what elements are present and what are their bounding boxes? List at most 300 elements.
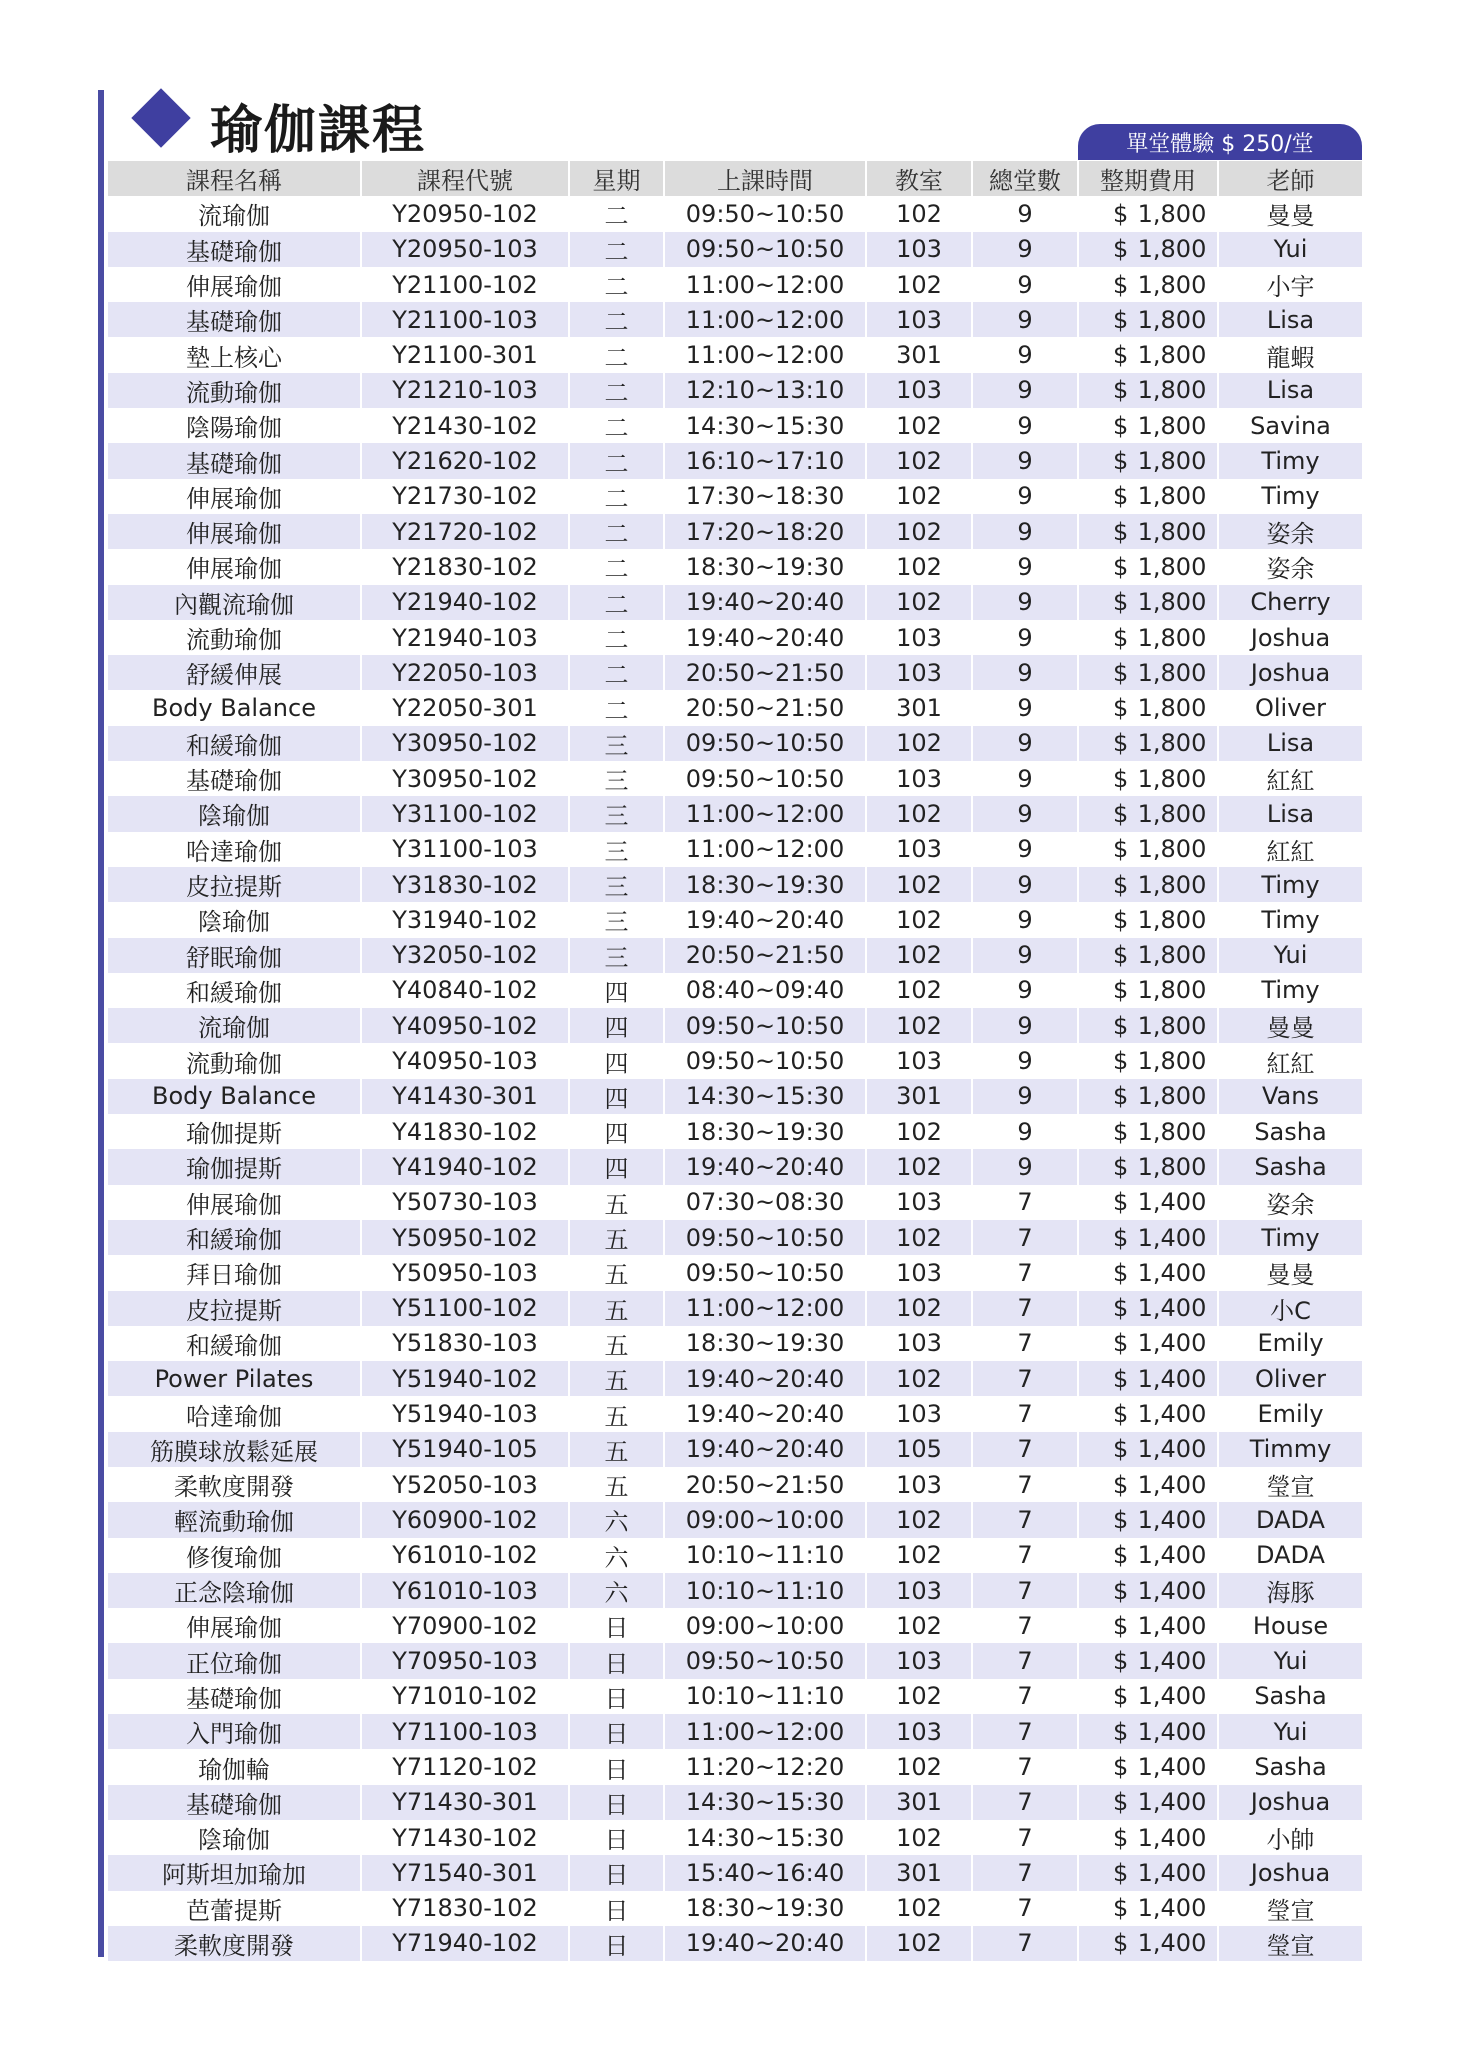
classroom-cell: 102 <box>867 267 973 302</box>
classroom-cell: 102 <box>867 1114 973 1149</box>
total-sessions-cell: 9 <box>973 761 1079 796</box>
total-sessions-cell: 7 <box>973 1785 1079 1820</box>
total-sessions-cell: 9 <box>973 267 1079 302</box>
course-code-cell: Y30950-102 <box>362 726 570 761</box>
class-time-cell: 14:30~15:30 <box>665 1079 867 1114</box>
course-name-cell: 伸展瑜伽 <box>108 514 362 549</box>
weekday-cell: 六 <box>570 1538 665 1573</box>
currency-symbol: $ <box>1113 764 1129 793</box>
classroom-cell: 103 <box>867 1326 973 1361</box>
weekday-cell: 二 <box>570 267 665 302</box>
classroom-cell: 102 <box>867 443 973 478</box>
classroom-cell: 102 <box>867 1608 973 1643</box>
fee-amount: 1,800 <box>1137 376 1207 405</box>
weekday-cell: 二 <box>570 549 665 584</box>
classroom-cell: 301 <box>867 1079 973 1114</box>
weekday-cell: 五 <box>570 1396 665 1431</box>
teacher-cell: 小帥 <box>1219 1820 1362 1855</box>
table-row <box>108 337 1362 372</box>
course-name-cell: Body Balance <box>108 1079 362 1114</box>
course-code-cell: Y31100-102 <box>362 796 570 831</box>
teacher-cell: Sasha <box>1219 1679 1362 1714</box>
total-sessions-cell: 7 <box>973 1608 1079 1643</box>
class-time-cell: 09:50~10:50 <box>665 1643 867 1678</box>
fee-amount: 1,800 <box>1137 1047 1207 1076</box>
table-row <box>108 1643 1362 1678</box>
course-code-cell: Y61010-103 <box>362 1573 570 1608</box>
fee-amount: 1,400 <box>1137 1576 1207 1605</box>
header-class-time: 上課時間 <box>665 161 867 196</box>
table-row <box>108 1149 1362 1184</box>
course-name-cell: 入門瑜伽 <box>108 1714 362 1749</box>
teacher-cell: Lisa <box>1219 726 1362 761</box>
class-time-cell: 11:00~12:00 <box>665 337 867 372</box>
course-name-cell: 伸展瑜伽 <box>108 479 362 514</box>
weekday-cell: 五 <box>570 1361 665 1396</box>
class-time-cell: 18:30~19:30 <box>665 1114 867 1149</box>
course-name-cell: 基礎瑜伽 <box>108 232 362 267</box>
total-sessions-cell: 7 <box>973 1432 1079 1467</box>
term-fee-cell <box>1079 1785 1219 1820</box>
term-fee-cell <box>1079 1326 1219 1361</box>
classroom-cell: 102 <box>867 1149 973 1184</box>
fee-amount: 1,400 <box>1137 1505 1207 1534</box>
weekday-cell: 四 <box>570 1149 665 1184</box>
total-sessions-cell: 7 <box>973 1679 1079 1714</box>
class-time-cell: 08:40~09:40 <box>665 973 867 1008</box>
currency-symbol: $ <box>1113 1470 1129 1499</box>
teacher-cell: Emily <box>1219 1326 1362 1361</box>
course-name-cell: 輕流動瑜伽 <box>108 1502 362 1537</box>
class-time-cell: 11:00~12:00 <box>665 1714 867 1749</box>
table-row <box>108 1679 1362 1714</box>
weekday-cell: 二 <box>570 196 665 231</box>
currency-symbol: $ <box>1113 1858 1129 1887</box>
teacher-cell: Sasha <box>1219 1149 1362 1184</box>
currency-symbol: $ <box>1113 1576 1129 1605</box>
currency-symbol: $ <box>1113 941 1129 970</box>
teacher-cell: 紅紅 <box>1219 1043 1362 1078</box>
header-teacher: 老師 <box>1219 161 1362 196</box>
teacher-cell: 龍蝦 <box>1219 337 1362 372</box>
header-weekday: 星期 <box>570 161 665 196</box>
term-fee-cell <box>1079 796 1219 831</box>
class-time-cell: 20:50~21:50 <box>665 690 867 725</box>
fee-amount: 1,400 <box>1137 1753 1207 1781</box>
fee-amount: 1,800 <box>1137 235 1207 264</box>
total-sessions-cell: 9 <box>973 196 1079 231</box>
fee-amount: 1,800 <box>1137 482 1207 511</box>
currency-symbol: $ <box>1113 1505 1129 1534</box>
course-code-cell: Y51940-102 <box>362 1361 570 1396</box>
weekday-cell: 二 <box>570 302 665 337</box>
currency-symbol: $ <box>1113 1329 1129 1358</box>
fee-amount: 1,400 <box>1137 1364 1207 1393</box>
classroom-cell: 102 <box>867 1538 973 1573</box>
course-table <box>108 161 1362 1961</box>
teacher-cell: Timy <box>1219 479 1362 514</box>
weekday-cell: 二 <box>570 620 665 655</box>
course-name-cell: 哈達瑜伽 <box>108 1396 362 1431</box>
teacher-cell: Sasha <box>1219 1114 1362 1149</box>
course-code-cell: Y21430-102 <box>362 408 570 443</box>
course-name-cell: 芭蕾提斯 <box>108 1891 362 1926</box>
course-name-cell: 和緩瑜伽 <box>108 973 362 1008</box>
currency-symbol: $ <box>1113 1717 1129 1746</box>
term-fee-cell <box>1079 761 1219 796</box>
fee-amount: 1,800 <box>1137 447 1207 476</box>
total-sessions-cell: 7 <box>973 1220 1079 1255</box>
class-time-cell: 11:00~12:00 <box>665 267 867 302</box>
table-row <box>108 1396 1362 1431</box>
term-fee-cell <box>1079 1573 1219 1608</box>
classroom-cell: 102 <box>867 902 973 937</box>
classroom-cell: 102 <box>867 549 973 584</box>
teacher-cell: Joshua <box>1219 1855 1362 1890</box>
term-fee-cell <box>1079 1608 1219 1643</box>
currency-symbol: $ <box>1113 588 1129 617</box>
class-time-cell: 09:50~10:50 <box>665 1220 867 1255</box>
course-code-cell: Y21940-102 <box>362 585 570 620</box>
term-fee-cell <box>1079 832 1219 867</box>
course-code-cell: Y31830-102 <box>362 867 570 902</box>
currency-symbol: $ <box>1113 1294 1129 1323</box>
table-row <box>108 1573 1362 1608</box>
total-sessions-cell: 7 <box>973 1573 1079 1608</box>
teacher-cell: 瑩宣 <box>1219 1467 1362 1502</box>
currency-symbol: $ <box>1113 376 1129 405</box>
weekday-cell: 二 <box>570 585 665 620</box>
course-rows <box>108 196 1362 1961</box>
table-row <box>108 973 1362 1008</box>
course-code-cell: Y22050-301 <box>362 690 570 725</box>
table-row <box>108 1502 1362 1537</box>
currency-symbol: $ <box>1113 905 1129 934</box>
weekday-cell: 日 <box>570 1714 665 1749</box>
currency-symbol: $ <box>1113 482 1129 511</box>
term-fee-cell <box>1079 1291 1219 1326</box>
class-time-cell: 09:00~10:00 <box>665 1502 867 1537</box>
currency-symbol: $ <box>1113 623 1129 652</box>
table-row <box>108 1291 1362 1326</box>
course-name-cell: 正位瑜伽 <box>108 1643 362 1678</box>
course-name-cell: 筋膜球放鬆延展 <box>108 1432 362 1467</box>
course-name-cell: 基礎瑜伽 <box>108 1785 362 1820</box>
fee-amount: 1,800 <box>1137 623 1207 652</box>
classroom-cell: 102 <box>867 1820 973 1855</box>
currency-symbol: $ <box>1113 1152 1129 1181</box>
classroom-cell: 102 <box>867 1679 973 1714</box>
currency-symbol: $ <box>1113 1364 1129 1393</box>
course-code-cell: Y22050-103 <box>362 655 570 690</box>
classroom-cell: 103 <box>867 1185 973 1220</box>
course-code-cell: Y71010-102 <box>362 1679 570 1714</box>
class-time-cell: 11:00~12:00 <box>665 1291 867 1326</box>
classroom-cell: 103 <box>867 1643 973 1678</box>
left-accent-bar <box>98 90 104 1957</box>
course-code-cell: Y51940-105 <box>362 1432 570 1467</box>
classroom-cell: 103 <box>867 232 973 267</box>
table-row <box>108 726 1362 761</box>
table-row <box>108 761 1362 796</box>
course-name-cell: 伸展瑜伽 <box>108 1185 362 1220</box>
weekday-cell: 日 <box>570 1785 665 1820</box>
class-time-cell: 07:30~08:30 <box>665 1185 867 1220</box>
teacher-cell: Yui <box>1219 938 1362 973</box>
course-name-cell: 陰瑜伽 <box>108 796 362 831</box>
fee-amount: 1,400 <box>1137 1329 1207 1358</box>
classroom-cell: 103 <box>867 655 973 690</box>
fee-amount: 1,800 <box>1137 905 1207 934</box>
currency-symbol: $ <box>1113 270 1129 299</box>
table-row <box>108 267 1362 302</box>
course-code-cell: Y40840-102 <box>362 973 570 1008</box>
teacher-cell: Yui <box>1219 1643 1362 1678</box>
teacher-cell: Timmy <box>1219 1432 1362 1467</box>
currency-symbol: $ <box>1113 305 1129 334</box>
total-sessions-cell: 9 <box>973 726 1079 761</box>
teacher-cell: DADA <box>1219 1502 1362 1537</box>
term-fee-cell <box>1079 620 1219 655</box>
currency-symbol: $ <box>1113 835 1129 864</box>
course-name-cell: 阿斯坦加瑜加 <box>108 1855 362 1890</box>
currency-symbol: $ <box>1113 729 1129 758</box>
classroom-cell: 102 <box>867 726 973 761</box>
fee-amount: 1,400 <box>1137 1611 1207 1640</box>
total-sessions-cell: 7 <box>973 1326 1079 1361</box>
term-fee-cell <box>1079 1220 1219 1255</box>
course-name-cell: 瑜伽提斯 <box>108 1149 362 1184</box>
table-row <box>108 796 1362 831</box>
currency-symbol: $ <box>1113 1258 1129 1287</box>
weekday-cell: 二 <box>570 373 665 408</box>
weekday-cell: 四 <box>570 1114 665 1149</box>
course-code-cell: Y70900-102 <box>362 1608 570 1643</box>
fee-amount: 1,800 <box>1137 305 1207 334</box>
course-name-cell: 舒眠瑜伽 <box>108 938 362 973</box>
table-row <box>108 1326 1362 1361</box>
course-name-cell: 拜日瑜伽 <box>108 1255 362 1290</box>
course-code-cell: Y52050-103 <box>362 1467 570 1502</box>
term-fee-cell <box>1079 267 1219 302</box>
weekday-cell: 二 <box>570 690 665 725</box>
fee-amount: 1,400 <box>1137 1647 1207 1676</box>
course-name-cell: 流動瑜伽 <box>108 620 362 655</box>
fee-amount: 1,400 <box>1137 1400 1207 1429</box>
teacher-cell: Oliver <box>1219 690 1362 725</box>
term-fee-cell <box>1079 867 1219 902</box>
term-fee-cell <box>1079 1820 1219 1855</box>
term-fee-cell <box>1079 337 1219 372</box>
term-fee-cell <box>1079 690 1219 725</box>
course-name-cell: 伸展瑜伽 <box>108 267 362 302</box>
table-row <box>108 1079 1362 1114</box>
total-sessions-cell: 7 <box>973 1926 1079 1961</box>
weekday-cell: 二 <box>570 479 665 514</box>
classroom-cell: 301 <box>867 337 973 372</box>
table-row <box>108 832 1362 867</box>
classroom-cell: 103 <box>867 832 973 867</box>
fee-amount: 1,800 <box>1137 517 1207 546</box>
table-row <box>108 1749 1362 1784</box>
currency-symbol: $ <box>1113 1400 1129 1429</box>
total-sessions-cell: 9 <box>973 514 1079 549</box>
classroom-cell: 102 <box>867 1749 973 1784</box>
weekday-cell: 二 <box>570 514 665 549</box>
course-name-cell: 流瑜伽 <box>108 1008 362 1043</box>
term-fee-cell <box>1079 938 1219 973</box>
fee-amount: 1,800 <box>1137 976 1207 1005</box>
teacher-cell: Yui <box>1219 1714 1362 1749</box>
class-time-cell: 18:30~19:30 <box>665 1326 867 1361</box>
teacher-cell: 曼曼 <box>1219 1008 1362 1043</box>
fee-amount: 1,400 <box>1137 1294 1207 1323</box>
table-row <box>108 479 1362 514</box>
weekday-cell: 五 <box>570 1326 665 1361</box>
weekday-cell: 日 <box>570 1855 665 1890</box>
teacher-cell: Vans <box>1219 1079 1362 1114</box>
course-name-cell: 和緩瑜伽 <box>108 1220 362 1255</box>
weekday-cell: 日 <box>570 1820 665 1855</box>
table-row <box>108 1220 1362 1255</box>
class-time-cell: 09:50~10:50 <box>665 232 867 267</box>
header-total-sessions: 總堂數 <box>973 161 1079 196</box>
term-fee-cell <box>1079 1679 1219 1714</box>
class-time-cell: 19:40~20:40 <box>665 620 867 655</box>
table-row <box>108 1361 1362 1396</box>
weekday-cell: 四 <box>570 973 665 1008</box>
classroom-cell: 102 <box>867 1891 973 1926</box>
fee-amount: 1,800 <box>1137 270 1207 299</box>
total-sessions-cell: 9 <box>973 1008 1079 1043</box>
class-time-cell: 17:30~18:30 <box>665 479 867 514</box>
course-name-cell: 哈達瑜伽 <box>108 832 362 867</box>
weekday-cell: 五 <box>570 1467 665 1502</box>
teacher-cell: Lisa <box>1219 796 1362 831</box>
class-time-cell: 11:00~12:00 <box>665 302 867 337</box>
total-sessions-cell: 7 <box>973 1538 1079 1573</box>
fee-amount: 1,800 <box>1137 729 1207 758</box>
table-row <box>108 408 1362 443</box>
fee-amount: 1,800 <box>1137 835 1207 864</box>
currency-symbol: $ <box>1113 235 1129 264</box>
course-code-cell: Y70950-103 <box>362 1643 570 1678</box>
currency-symbol: $ <box>1113 799 1129 828</box>
term-fee-cell <box>1079 373 1219 408</box>
class-time-cell: 11:00~12:00 <box>665 832 867 867</box>
fee-amount: 1,400 <box>1137 1894 1207 1923</box>
term-fee-cell <box>1079 1855 1219 1890</box>
class-time-cell: 20:50~21:50 <box>665 1467 867 1502</box>
weekday-cell: 二 <box>570 232 665 267</box>
total-sessions-cell: 9 <box>973 1043 1079 1078</box>
teacher-cell: 海豚 <box>1219 1573 1362 1608</box>
term-fee-cell <box>1079 1149 1219 1184</box>
total-sessions-cell: 9 <box>973 232 1079 267</box>
total-sessions-cell: 9 <box>973 796 1079 831</box>
table-row <box>108 196 1362 231</box>
total-sessions-cell: 9 <box>973 443 1079 478</box>
currency-symbol: $ <box>1113 870 1129 899</box>
header-course-code: 課程代號 <box>362 161 570 196</box>
currency-symbol: $ <box>1113 658 1129 687</box>
total-sessions-cell: 9 <box>973 690 1079 725</box>
course-code-cell: Y71430-301 <box>362 1785 570 1820</box>
classroom-cell: 102 <box>867 479 973 514</box>
table-row <box>108 373 1362 408</box>
class-time-cell: 19:40~20:40 <box>665 902 867 937</box>
fee-amount: 1,800 <box>1137 588 1207 617</box>
course-code-cell: Y71100-103 <box>362 1714 570 1749</box>
course-code-cell: Y71120-102 <box>362 1749 570 1784</box>
class-time-cell: 14:30~15:30 <box>665 408 867 443</box>
class-time-cell: 09:50~10:50 <box>665 196 867 231</box>
teacher-cell: Joshua <box>1219 1785 1362 1820</box>
course-code-cell: Y41430-301 <box>362 1079 570 1114</box>
course-name-cell: 皮拉提斯 <box>108 1291 362 1326</box>
currency-symbol: $ <box>1113 1047 1129 1076</box>
table-row <box>108 902 1362 937</box>
course-code-cell: Y51100-102 <box>362 1291 570 1326</box>
class-time-cell: 19:40~20:40 <box>665 1396 867 1431</box>
course-code-cell: Y41940-102 <box>362 1149 570 1184</box>
classroom-cell: 102 <box>867 796 973 831</box>
header-term-fee: 整期費用 <box>1079 161 1219 196</box>
teacher-cell: Joshua <box>1219 655 1362 690</box>
fee-amount: 1,800 <box>1137 658 1207 687</box>
page-title: 瑜伽課程 <box>210 101 427 161</box>
table-row <box>108 1820 1362 1855</box>
classroom-cell: 102 <box>867 1502 973 1537</box>
fee-amount: 1,800 <box>1137 199 1207 228</box>
currency-symbol: $ <box>1113 1894 1129 1923</box>
term-fee-cell <box>1079 1749 1219 1784</box>
term-fee-cell <box>1079 1891 1219 1926</box>
total-sessions-cell: 9 <box>973 902 1079 937</box>
header-course-name: 課程名稱 <box>108 161 362 196</box>
table-row <box>108 620 1362 655</box>
fee-amount: 1,400 <box>1137 1223 1207 1252</box>
weekday-cell: 二 <box>570 443 665 478</box>
table-row <box>108 1714 1362 1749</box>
table-row <box>108 1043 1362 1078</box>
weekday-cell: 日 <box>570 1679 665 1714</box>
teacher-cell: Timy <box>1219 902 1362 937</box>
currency-symbol: $ <box>1113 517 1129 546</box>
course-code-cell: Y71540-301 <box>362 1855 570 1890</box>
weekday-cell: 三 <box>570 726 665 761</box>
total-sessions-cell: 9 <box>973 337 1079 372</box>
course-name-cell: 柔軟度開發 <box>108 1467 362 1502</box>
table-row <box>108 549 1362 584</box>
term-fee-cell <box>1079 479 1219 514</box>
classroom-cell: 103 <box>867 1467 973 1502</box>
term-fee-cell <box>1079 1361 1219 1396</box>
course-code-cell: Y50950-102 <box>362 1220 570 1255</box>
weekday-cell: 日 <box>570 1643 665 1678</box>
total-sessions-cell: 9 <box>973 1149 1079 1184</box>
weekday-cell: 三 <box>570 938 665 973</box>
fee-amount: 1,400 <box>1137 1188 1207 1217</box>
course-name-cell: 陰瑜伽 <box>108 1820 362 1855</box>
course-code-cell: Y41830-102 <box>362 1114 570 1149</box>
classroom-cell: 102 <box>867 196 973 231</box>
classroom-cell: 102 <box>867 1291 973 1326</box>
class-time-cell: 12:10~13:10 <box>665 373 867 408</box>
class-time-cell: 20:50~21:50 <box>665 655 867 690</box>
teacher-cell: 瑩宣 <box>1219 1891 1362 1926</box>
course-code-cell: Y21830-102 <box>362 549 570 584</box>
